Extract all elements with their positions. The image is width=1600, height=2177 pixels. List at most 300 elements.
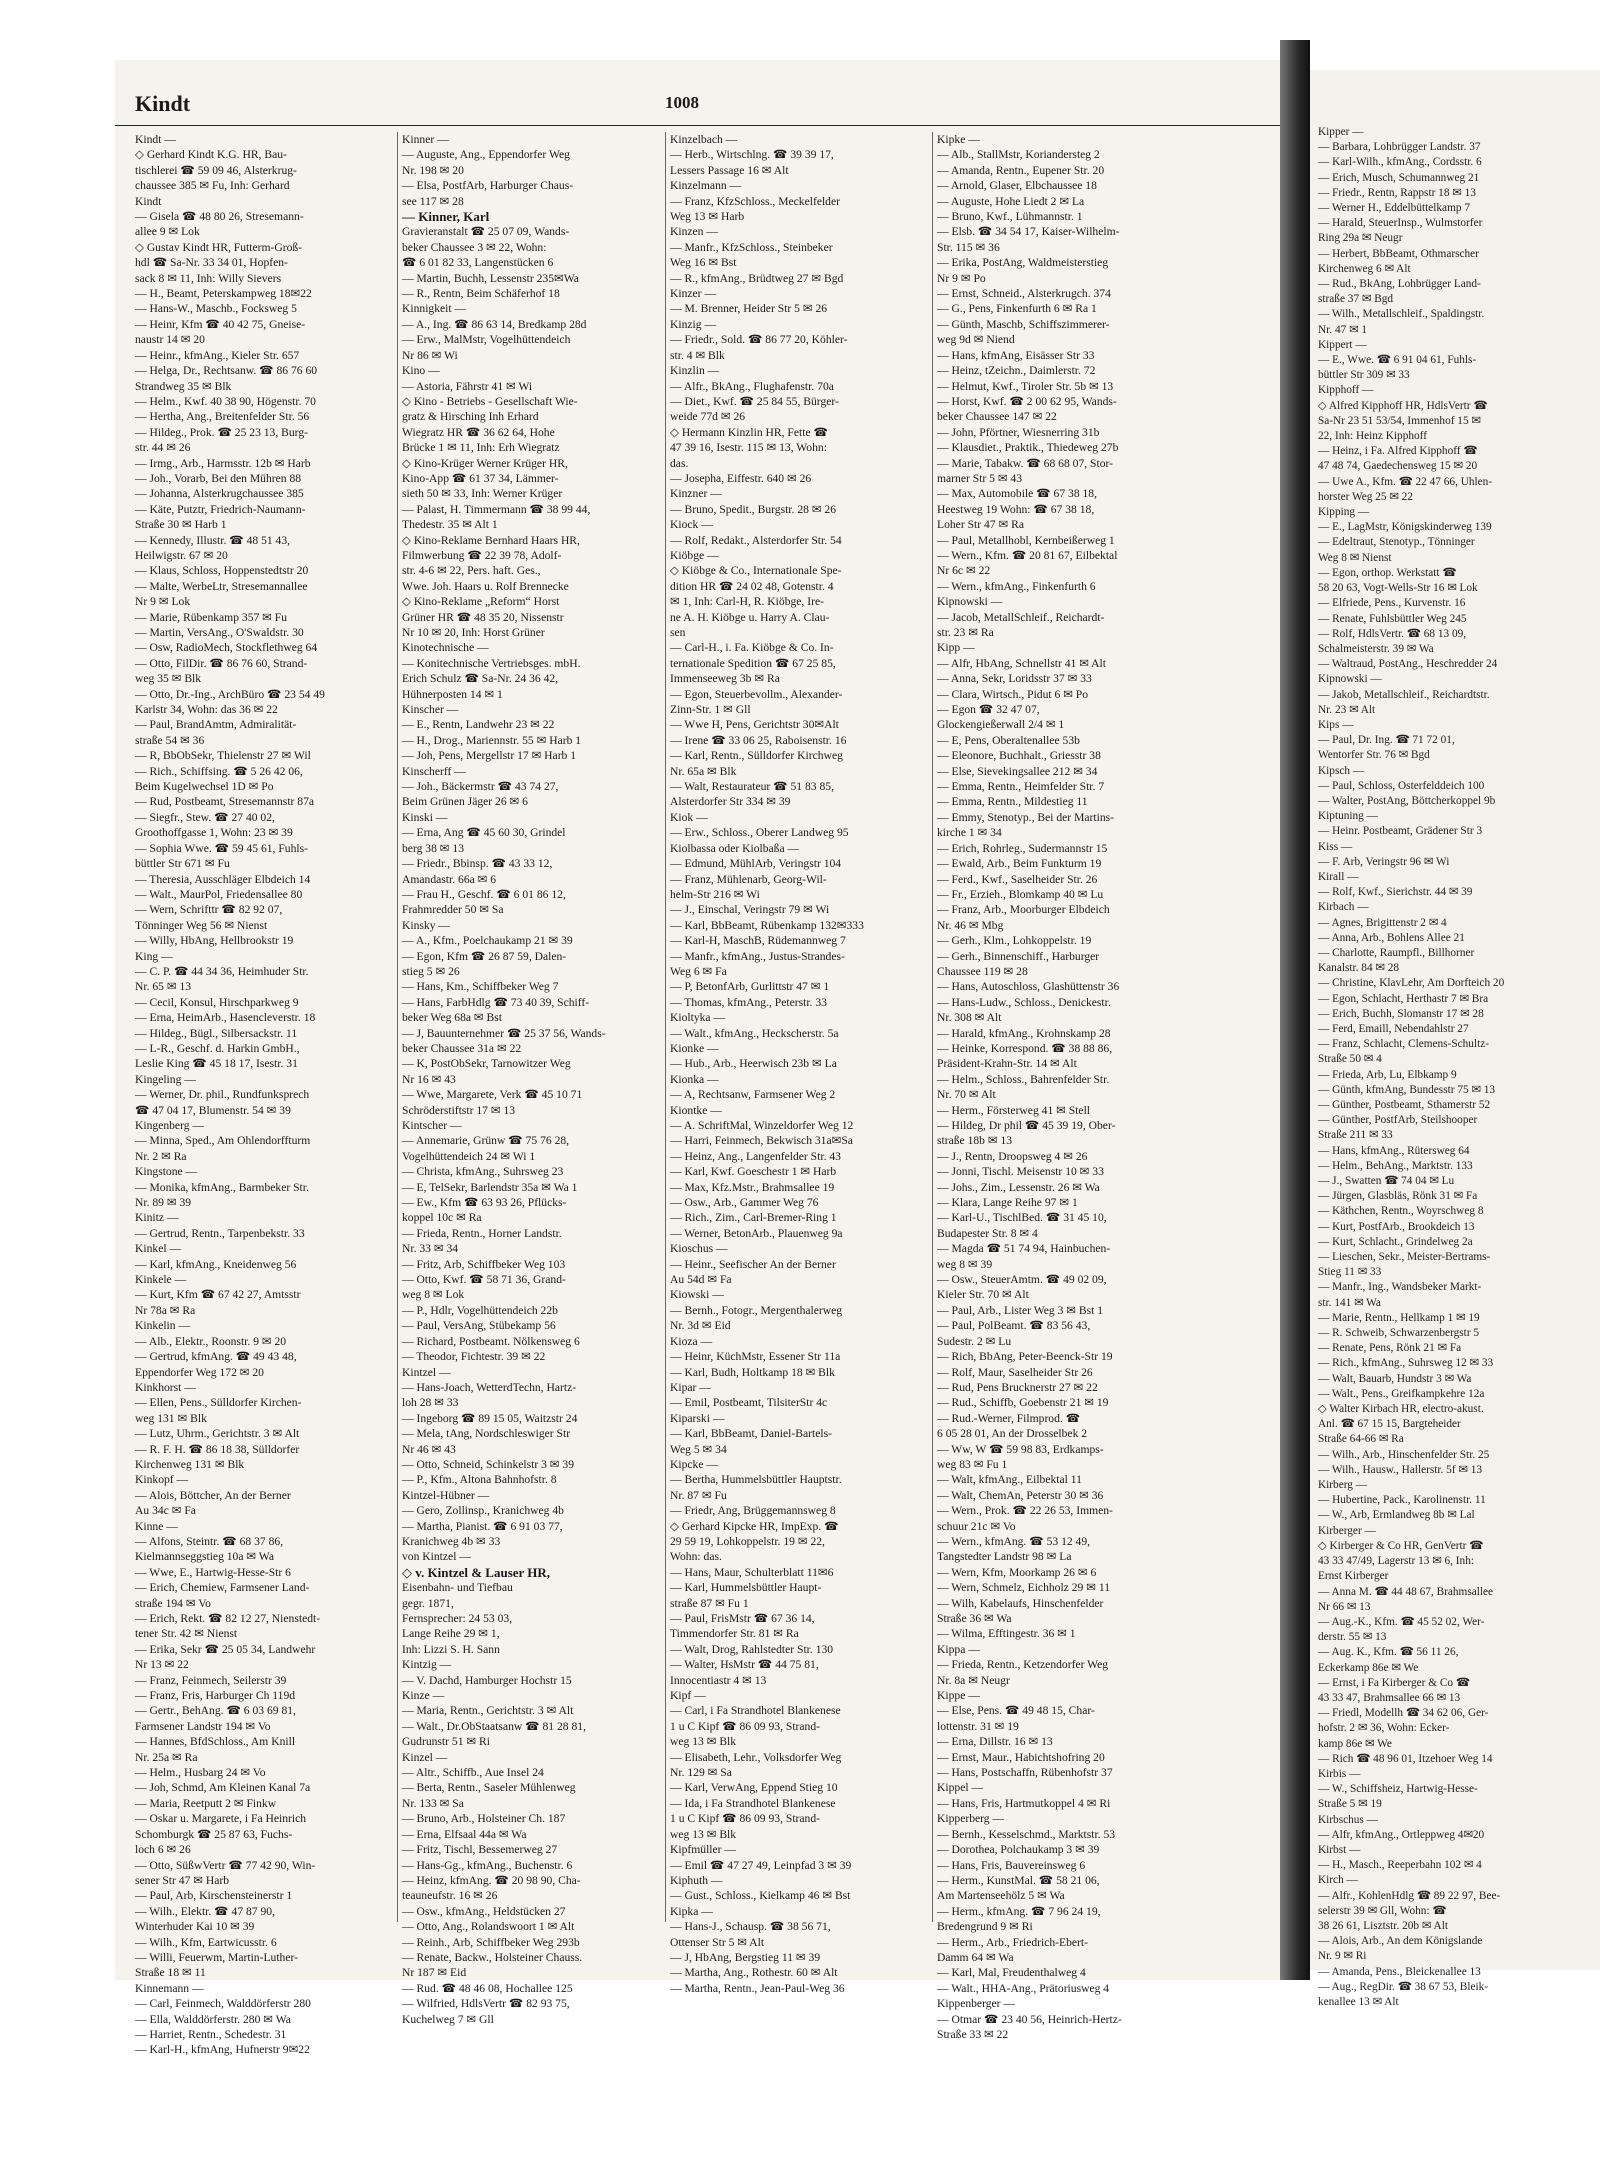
directory-line: Innocentiastr 4 ✉ 13 — [670, 1673, 767, 1687]
directory-line: Nr 86 ✉ Wi — [402, 348, 458, 362]
directory-line: Kinscherff — — [402, 764, 466, 778]
facing-page-line: — Wilh., Metallschleif., Spaldingstr. — [1318, 308, 1485, 321]
directory-line: — Karl-H., kfmAng, Hufnerstr 9✉22 — [135, 2043, 310, 2057]
directory-line: Heestweg 19 Wohn: ☎ 67 38 18, — [937, 502, 1095, 516]
facing-page-line: Kanalstr. 84 ✉ 28 — [1318, 962, 1400, 975]
directory-line: see 117 ✉ 28 — [402, 194, 464, 208]
facing-page-line: ◇ Kirberger & Co HR, GenVertr ☎ — [1318, 1539, 1484, 1552]
directory-line: — Hans-J., Schausp. ☎ 38 56 71, — [670, 1920, 831, 1934]
directory-line: — Walt, kfmAng., Eilbektal 11 — [937, 1473, 1082, 1487]
directory-line: weide 77d ✉ 26 — [670, 410, 746, 424]
facing-page-line: — Rolf, Kwf., Sierichstr. 44 ✉ 39 — [1318, 886, 1473, 899]
directory-line: — Otto, Dr.-Ing., ArchBüro ☎ 23 54 49 — [135, 687, 325, 701]
directory-line: — Sophia Wwe. ☎ 59 45 61, Fuhls- — [135, 841, 308, 855]
directory-line: — Malte, WerbeLtr, Stresemannallee — [135, 579, 308, 593]
facing-page-line: — Harald, SteuerInsp., Wulmstorfer — [1318, 217, 1483, 230]
directory-line: Kindt — [135, 194, 162, 208]
directory-line: Kionke — — [670, 1041, 719, 1055]
directory-line: Kioza — — [670, 1334, 713, 1348]
directory-line: — Ew., Kfm ☎ 63 93 26, Pflücks- — [402, 1196, 567, 1210]
directory-line: Kranichweg 4b ✉ 33 — [402, 1534, 501, 1548]
directory-line: chaussee 385 ✉ Fu, Inh: Gerhard — [135, 179, 290, 193]
directory-line: Nr 9 ✉ Po — [937, 271, 986, 285]
directory-line: 1 u C Kipf ☎ 86 09 93, Strand- — [670, 1812, 821, 1826]
facing-page-line: — Jürgen, Glasbläs, Rönk 31 ✉ Fa — [1318, 1190, 1478, 1203]
directory-line: Kinzel — — [402, 1750, 448, 1764]
directory-line: — Walt., Dr.ObStaatsanw ☎ 81 28 81, — [402, 1719, 586, 1733]
facing-page-line: — Hubertine, Pack., Karolinenstr. 11 — [1318, 1494, 1486, 1507]
directory-line: — Hildeg, Dr phil ☎ 45 39 19, Ober- — [937, 1119, 1116, 1132]
facing-page-line: — Herbert, BbBeamt, Othmarscher — [1318, 247, 1479, 260]
directory-line: — Harald, kfmAng., Krohnskamp 28 — [937, 1026, 1111, 1040]
directory-line: — Alb., Elektr., Roonstr. 9 ✉ 20 — [135, 1334, 287, 1348]
directory-line: — Frieda, Rentn., Horner Landstr. — [402, 1226, 562, 1240]
directory-line: Nr. 25a ✉ Ra — [135, 1750, 198, 1764]
facing-page-line: Kirbschus — — [1318, 1813, 1378, 1826]
directory-line: marner Str 5 ✉ 43 — [937, 471, 1023, 485]
directory-line: — Erich, Chemiew, Farmsener Land- — [135, 1581, 310, 1595]
facing-page-line: — Rich., kfmAng., Suhrsweg 12 ✉ 33 — [1318, 1357, 1494, 1370]
directory-line: Au 34c ✉ Fa — [135, 1504, 196, 1518]
facing-page-line: Stieg 11 ✉ 33 — [1318, 1266, 1382, 1279]
directory-line: Str. 115 ✉ 36 — [937, 240, 1000, 254]
directory-line: — Elsb. ☎ 34 54 17, Kaiser-Wilhelm- — [937, 225, 1120, 239]
directory-line: Kipf — — [670, 1689, 706, 1703]
directory-line: Kinner — — [402, 133, 449, 146]
directory-line: straße 194 ✉ Vo — [135, 1596, 211, 1610]
directory-line: Schomburgk ☎ 25 87 63, Fuchs- — [135, 1827, 293, 1841]
directory-line: Lange Reihe 29 ✉ 1, — [402, 1627, 500, 1641]
directory-line: — Friedr., Sold. ☎ 86 77 20, Köhler- — [670, 333, 848, 347]
directory-line: — Erna, Ang ☎ 45 60 30, Grindel — [402, 826, 566, 840]
directory-line: — Hannes, BfdSchloss., Am Knill — [135, 1735, 296, 1749]
book-gutter — [1280, 40, 1310, 1980]
directory-line: Kinzig — — [670, 317, 717, 331]
directory-line: — Egon ☎ 32 47 07, — [937, 703, 1040, 717]
facing-page-line: — Anna M. ☎ 44 48 67, Brahmsallee — [1318, 1585, 1494, 1598]
facing-page-line: Nr. 47 ✉ 1 — [1318, 323, 1368, 336]
directory-line: — Altr., Schiffb., Aue Insel 24 — [402, 1766, 544, 1780]
directory-line: — Alfr., BkAng., Flughafenstr. 70a — [670, 379, 834, 393]
facing-page-line: Kipnowski — — [1318, 673, 1382, 686]
directory-line: Kinnemann — — [135, 1981, 204, 1995]
directory-line: Farmsener Landstr 194 ✉ Vo — [135, 1719, 271, 1733]
directory-line: helm-Str 216 ✉ Wi — [670, 887, 760, 901]
directory-line: — Magda ☎ 51 74 94, Hainbuchen- — [937, 1242, 1111, 1256]
directory-line: Kippe — — [937, 1689, 980, 1703]
directory-line: teauneufstr. 16 ✉ 26 — [402, 1889, 498, 1903]
directory-line: Nr 13 ✉ 22 — [135, 1658, 189, 1672]
directory-line: Kinze — — [402, 1689, 445, 1703]
facing-page-line: — Kurt, PostfArb., Brookdeich 13 — [1318, 1220, 1475, 1233]
directory-line: Kiowski — — [670, 1288, 724, 1302]
directory-line: — E, Pens, Oberaltenallee 53b — [937, 733, 1080, 747]
directory-line: beker Chaussee 31a ✉ 22 — [402, 1041, 522, 1055]
directory-line: — V. Dachd, Hamburger Hochstr 15 — [402, 1673, 572, 1687]
directory-line: — Franz, Arb., Moorburger Elbdeich — [937, 903, 1110, 917]
facing-page-line: Kirbst — — [1318, 1843, 1361, 1856]
directory-line: Kiphuth — — [670, 1873, 723, 1887]
directory-line: Kinne — — [135, 1519, 178, 1533]
directory-line: — Else, Pens. ☎ 49 48 15, Char- — [937, 1704, 1095, 1718]
directory-line: Nr. 8a ✉ Neugr — [937, 1673, 1010, 1687]
facing-page-line: — Wilh., Arb., Hinschenfelder Str. 25 — [1318, 1448, 1490, 1461]
facing-page-line: — Franz, Schlacht, Clemens-Schultz- — [1318, 1038, 1489, 1051]
directory-line: — Rich., Zim., Carl-Bremer-Ring 1 — [670, 1211, 837, 1225]
directory-line: str. 4 ✉ Blk — [670, 348, 725, 362]
directory-line: — Hans, Km., Schiffbeker Weg 7 — [402, 980, 559, 994]
facing-page-line: — Amanda, Pens., Bleickenallee 13 — [1318, 1965, 1481, 1978]
facing-page-line: — Alfr., KohlenHdlg ☎ 89 22 97, Bee- — [1318, 1889, 1501, 1902]
directory-line: — K, PostObSekr, Tarnowitzer Weg — [402, 1057, 571, 1071]
directory-line: — Wern., Prok. ☎ 22 26 53, Immen- — [937, 1504, 1113, 1518]
directory-line: — Gero, Zollinsp., Kranichweg 4b — [402, 1504, 564, 1518]
directory-line: — Karl, BbBeamt, Rübenkamp 132✉333 — [670, 918, 864, 932]
directory-line: — Herb., Wirtschlng. ☎ 39 39 17, — [670, 148, 834, 162]
directory-line: — Rud., Schiffb, Goebenstr 21 ✉ 19 — [937, 1396, 1109, 1410]
facing-page-line: Straße 5 ✉ 19 — [1318, 1798, 1382, 1811]
facing-page-line: — Alois, Arb., An dem Königslande — [1318, 1935, 1483, 1948]
directory-line: ☎ 6 01 82 33, Langenstücken 6 — [402, 256, 554, 270]
directory-line: — Hub., Arb., Heerwisch 23b ✉ La — [670, 1057, 837, 1071]
facing-page-line: — Friedl, Modellh ☎ 34 62 06, Ger- — [1318, 1707, 1489, 1720]
facing-page-line: — J., Swatten ☎ 74 04 ✉ Lu — [1318, 1175, 1455, 1188]
directory-line: — Wern, Schmelz, Eichholz 29 ✉ 11 — [937, 1581, 1110, 1595]
directory-line: Vogelhüttendeich 24 ✉ Wi 1 — [402, 1149, 536, 1163]
directory-line: — Herm., Försterweg 41 ✉ Stell — [937, 1103, 1091, 1117]
directory-line: Kino-App ☎ 61 37 34, Lämmer- — [402, 471, 559, 485]
directory-line: — Gertrud, kfmAng. ☎ 49 43 48, — [135, 1350, 297, 1364]
directory-line: Nr. 46 ✉ Mbg — [937, 918, 1004, 932]
facing-page-line: Kipphoff — — [1318, 384, 1374, 397]
directory-line: — Wwe H, Pens, Gerichtstr 30✉Alt — [670, 718, 839, 732]
directory-line: — Gerh., Binnenschiff., Harburger — [937, 949, 1100, 963]
directory-line: — Ida, i Fa Strandhotel Blankenese — [670, 1796, 836, 1810]
directory-line: Kieler Str. 70 ✉ Alt — [937, 1288, 1029, 1302]
directory-line: — Maria, Reetputt 2 ✉ Finkw — [135, 1796, 277, 1810]
directory-line: ne A. H. Kiöbge u. Harry A. Clau- — [670, 610, 830, 624]
directory-line: — J, Bauunternehmer ☎ 25 37 56, Wands- — [402, 1026, 606, 1040]
directory-line: straße 18b ✉ 13 — [937, 1134, 1013, 1148]
directory-line: — Maria, Rentn., Gerichtstr. 3 ✉ Alt — [402, 1704, 574, 1718]
directory-line: — Kurt, Kfm ☎ 67 42 27, Amtsstr — [135, 1288, 301, 1302]
facing-page-line: — Charlotte, Raumpfl., Billhorner — [1318, 946, 1475, 959]
directory-line: Weg 13 ✉ Harb — [670, 210, 745, 224]
directory-line: — Hans-Gg., kfmAng., Buchenstr. 6 — [402, 1858, 573, 1872]
directory-line: — Werner, Dr. phil., Rundfunksprech — [135, 1088, 310, 1102]
directory-line: — Rich, BbAng, Peter-Beenck-Str 19 — [937, 1350, 1113, 1364]
directory-line: — Friedr., Bbinsp. ☎ 43 33 12, — [402, 857, 553, 871]
directory-line: — E, TelSekr, Barlendstr 35a ✉ Wa 1 — [402, 1180, 578, 1194]
directory-line: tener Str. 42 ✉ Nienst — [135, 1627, 238, 1641]
directory-line: — Richard, Postbeamt. Nölkensweg 6 — [402, 1334, 580, 1348]
facing-page-line: — Marie, Rentn., Hellkamp 1 ✉ 19 — [1318, 1311, 1480, 1324]
facing-page-line: Kips — — [1318, 718, 1354, 731]
directory-line: — Helga, Dr., Rechtsanw. ☎ 86 76 60 — [135, 364, 318, 378]
directory-line: — Hans, Maur, Schulterblatt 11✉6 — [670, 1565, 834, 1579]
facing-page-line: 38 26 61, Lisztstr. 20b ✉ Alt — [1318, 1919, 1448, 1932]
directory-line: — Emma, Rentn., Heimfelder Str. 7 — [937, 780, 1105, 794]
directory-line: Grüner HR ☎ 48 35 20, Nissenstr — [402, 610, 564, 624]
directory-line: ◇ Kiöbge & Co., Internationale Spe- — [670, 564, 842, 578]
directory-line: — Heinz, Ang., Langenfelder Str. 43 — [670, 1149, 841, 1163]
directory-line: Kiparski — — [670, 1411, 725, 1425]
directory-line: — Karl-U., TischlBed. ☎ 31 45 10, — [937, 1211, 1107, 1225]
directory-column-1 — [135, 132, 393, 2057]
directory-line: — Erna, Elfsaal 44a ✉ Wa — [402, 1827, 527, 1841]
directory-line: — Alois, Böttcher, An der Berner — [135, 1488, 291, 1502]
directory-line: — P., Kfm., Altona Bahnhofstr. 8 — [402, 1473, 557, 1487]
directory-line: Kiock — — [670, 518, 713, 532]
facing-page-line: — F. Arb, Veringstr 96 ✉ Wi — [1318, 855, 1450, 868]
directory-line: Nr. 70 ✉ Alt — [937, 1088, 996, 1102]
directory-line: ◇ Kino-Reklame Bernhard Haars HR, — [402, 533, 580, 547]
facing-page-line: Kipsch — — [1318, 764, 1365, 777]
directory-line: — Bruno, Arb., Holsteiner Ch. 187 — [402, 1812, 566, 1826]
facing-page-line: Kirall — — [1318, 870, 1359, 883]
directory-line: Timmendorfer Str. 81 ✉ Ra — [670, 1627, 799, 1641]
directory-line: — Alfons, Steintr. ☎ 68 37 86, — [135, 1534, 284, 1548]
facing-page-line: ◇ Walter Kirbach HR, electro-akust. — [1318, 1403, 1484, 1416]
directory-line: — Martha, Ang., Rothestr. 60 ✉ Alt — [670, 1966, 838, 1980]
directory-line: — A, Rechtsanw, Farmsener Weg 2 — [670, 1088, 836, 1102]
directory-line: — Ernst, Maur., Habichtshofring 20 — [937, 1750, 1105, 1764]
directory-line: — Bernh., Fotogr., Mergenthalerweg — [670, 1303, 843, 1317]
facing-page-line: — Frieda, Arb, Lu, Elbkamp 9 — [1318, 1068, 1457, 1081]
directory-line: — Anna, Sekr, Loridsstr 37 ✉ 33 — [937, 672, 1092, 686]
directory-line: — Marie, Rübenkamp 357 ✉ Fu — [135, 610, 288, 624]
directory-line: 1 u C Kipf ☎ 86 09 93, Strand- — [670, 1719, 821, 1733]
directory-line: — Marie, Tabakw. ☎ 68 68 07, Stor- — [937, 456, 1114, 470]
directory-line: — Elsa, PostfArb, Harburger Chaus- — [402, 179, 574, 193]
directory-line: — Osw., Arb., Gammer Weg 76 — [670, 1196, 819, 1210]
facing-page-line: — Alfr, kfmAng., Ortleppweg 4✉20 — [1318, 1828, 1485, 1841]
facing-page-line: kenallee 13 ✉ Alt — [1318, 1995, 1399, 2008]
directory-line: — Frau H., Geschf. ☎ 6 01 86 12, — [402, 887, 566, 901]
directory-line: weg 35 ✉ Blk — [135, 672, 202, 686]
directory-line: — Carl, Feinmech, Walddörferstr 280 — [135, 1997, 311, 2011]
directory-line: — Ferd., Kwf., Saselheider Str. 26 — [937, 872, 1098, 886]
facing-page-line: Anl. ☎ 67 15 15, Bargteheider — [1318, 1418, 1461, 1431]
directory-line: — Josepha, Eiffestr. 640 ✉ 26 — [670, 471, 812, 485]
directory-line: — Klausdiet., Praktik., Thiedeweg 27b — [937, 441, 1119, 455]
directory-line: — P, BetonfArb, Gurlittstr 47 ✉ 1 — [670, 980, 830, 994]
directory-line: — Otto, Schneid, Schinkelstr 3 ✉ 39 — [402, 1457, 575, 1471]
facing-page-line: 43 33 47/49, Lagerstr 13 ✉ 6, Inh: — [1318, 1555, 1474, 1568]
directory-line: sen — [670, 626, 686, 639]
directory-line: — Cecil, Konsul, Hirschparkweg 9 — [135, 995, 299, 1009]
directory-line: Nr. 133 ✉ Sa — [402, 1796, 464, 1810]
directory-line: — Ww, W ☎ 59 98 83, Erdkamps- — [937, 1442, 1104, 1456]
directory-line: — Kinner, Karl — [402, 209, 490, 225]
facing-page-line: — Karl-Wilh., kfmAng., Cordsstr. 6 — [1318, 156, 1482, 169]
directory-line: — Emma, Rentn., Mildestieg 11 — [937, 795, 1088, 809]
directory-line: — Hans, kfmAng, Eisässer Str 33 — [937, 348, 1095, 362]
directory-line: — Astoria, Fährstr 41 ✉ Wi — [402, 379, 533, 393]
directory-line: Hühnerposten 14 ✉ 1 — [402, 687, 503, 701]
directory-line: — Gisela ☎ 48 80 26, Stresemann- — [135, 210, 304, 224]
directory-line: — Otto, Kwf. ☎ 58 71 36, Grand- — [402, 1273, 566, 1287]
facing-page-line: — Günther, Postbeamt, Sthamerstr 52 — [1318, 1099, 1491, 1111]
facing-page-line: — Kurt, Schlacht., Grindelweg 2a — [1318, 1235, 1473, 1248]
directory-line: — Lutz, Uhrm., Gerichtstr. 3 ✉ Alt — [135, 1427, 300, 1441]
directory-line: weg 13 ✉ Blk — [670, 1735, 737, 1749]
directory-line: Nr. 308 ✉ Alt — [937, 1011, 1002, 1025]
page-header — [115, 85, 1280, 126]
directory-line: — Willi, Feuerwm, Martin-Luther- — [135, 1950, 298, 1964]
directory-line: — Wern, Kfm, Moorkamp 26 ✉ 6 — [937, 1565, 1097, 1579]
facing-page-line: Nr. 23 ✉ Alt — [1318, 703, 1376, 716]
directory-line: Kinnigkeit — — [402, 302, 467, 316]
directory-line: — Heinz, kfmAng. ☎ 20 98 90, Cha- — [402, 1873, 581, 1887]
directory-line: beker Weg 68a ✉ Bst — [402, 1011, 503, 1025]
facing-page-line: Kirbach — — [1318, 901, 1369, 914]
facing-page-line: 22, Inh: Heinz Kipphoff — [1318, 430, 1427, 443]
directory-line: — Otto, Ang., Rolandswoort 1 ✉ Alt — [402, 1920, 575, 1934]
directory-line: Kinzner — — [670, 487, 722, 501]
directory-line: — Franz, Mühlenarb, Georg-Wil- — [670, 872, 827, 886]
directory-line: Kinkopf — — [135, 1473, 189, 1487]
directory-line: — Minna, Sped., Am Ohlendorffturm — [135, 1134, 311, 1148]
directory-line: Kinsky — — [402, 918, 450, 932]
facing-page-line: — Helm., BehAng., Marktstr. 133 — [1318, 1159, 1473, 1172]
directory-line: — Johs., Zim., Lessenstr. 26 ✉ Wa — [937, 1180, 1100, 1194]
directory-line: loch 6 ✉ 26 — [135, 1843, 191, 1857]
directory-line: Glockengießerwall 2/4 ✉ 1 — [937, 718, 1065, 732]
directory-line: Kipar — — [670, 1380, 711, 1394]
directory-line: — Herm., KunstMal. ☎ 58 21 06, — [937, 1873, 1100, 1887]
directory-line: lottenstr. 31 ✉ 19 — [937, 1719, 1019, 1733]
directory-line: — Renate, Backw., Holsteiner Chauss. — [402, 1950, 583, 1964]
directory-line: Fernsprecher: 24 53 03, — [402, 1612, 513, 1625]
directory-line: — Klaus, Schloss, Hoppenstedtstr 20 — [135, 564, 309, 578]
directory-line: Kippel — — [937, 1781, 984, 1795]
directory-line: Straße 30 ✉ Harb 1 — [135, 518, 227, 532]
directory-line: Kippenberger — — [937, 1997, 1016, 2011]
directory-line: hdl ☎ Sa-Nr. 33 34 01, Hopfen- — [135, 256, 288, 270]
directory-line: — Joh., Bäckermstr ☎ 43 74 27, — [402, 780, 559, 794]
directory-line: — Joh., Vorarb, Bei den Mühren 88 — [135, 471, 302, 485]
directory-line: — Harriet, Rentn., Schedestr. 31 — [135, 2027, 287, 2041]
facing-page-line: Straße 50 ✉ 4 — [1318, 1053, 1382, 1066]
directory-line: ✉ 1, Inh: Carl-H, R. Kiöbge, Ire- — [670, 595, 824, 609]
facing-page-line: Nr 66 ✉ 13 — [1318, 1600, 1371, 1613]
directory-line: Nr. 129 ✉ Sa — [670, 1766, 732, 1780]
directory-line: — Hans, Fris, Bauvereinsweg 6 — [937, 1858, 1086, 1872]
directory-line: — Karl-H, MaschB, Rüdemannweg 7 — [670, 934, 846, 948]
directory-line: — Alb., StallMstr, Koriandersteg 2 — [937, 148, 1100, 162]
directory-line: — Johanna, Alsterkrugchaussee 385 — [135, 487, 304, 501]
directory-line: Beim Kugelwechsel 1D ✉ Po — [135, 780, 274, 794]
directory-line: — C. P. ☎ 44 34 36, Heimhuder Str. — [135, 964, 309, 978]
facing-page-line: — E., Wwe. ☎ 6 91 04 61, Fuhls- — [1318, 354, 1477, 367]
directory-line: — Erika, Sekr ☎ 25 05 34, Landwehr — [135, 1642, 316, 1656]
directory-line: — Theodor, Fichtestr. 39 ✉ 22 — [402, 1350, 546, 1364]
directory-line: weg 9d ✉ Niend — [937, 333, 1015, 347]
directory-line: Kinzelbach — — [670, 133, 738, 146]
directory-line: kirche 1 ✉ 34 — [937, 826, 1002, 840]
directory-line: — Walt, Restaurateur ☎ 51 83 85, — [670, 780, 834, 794]
directory-line: Sudestr. 2 ✉ Lu — [937, 1334, 1012, 1348]
directory-line: — Bertha, Hummelsbüttler Hauptstr. — [670, 1473, 842, 1487]
directory-line: — M. Brenner, Heider Str 5 ✉ 26 — [670, 302, 828, 316]
directory-line: — Hans, Postschaffn, Rübenhofstr 37 — [937, 1766, 1113, 1780]
directory-line: — Erw., MalMstr, Vogelhüttendeich — [402, 333, 571, 347]
facing-page-line: — Egon, Schlacht, Herthastr 7 ✉ Bra — [1318, 992, 1489, 1005]
directory-line: — Irmg., Arb., Harmsstr. 12b ✉ Harb — [135, 456, 311, 470]
facing-page-line: Schalmeisterstr. 39 ✉ Wa — [1318, 642, 1434, 655]
directory-line: — Günth, Maschb, Schiffszimmerer- — [937, 317, 1110, 331]
directory-line: Bredengrund 9 ✉ Ri — [937, 1920, 1033, 1934]
directory-line: str. 44 ✉ 26 — [135, 441, 191, 455]
column-divider — [932, 132, 933, 1922]
facing-page-line: — Jakob, Metallschleif., Reichardtstr. — [1318, 688, 1490, 701]
directory-line: — Otto, SüßwVertr ☎ 77 42 90, Win- — [135, 1858, 316, 1872]
directory-line: Kinkelin — — [135, 1319, 191, 1333]
directory-page — [115, 60, 1280, 2057]
directory-line: Strandweg 35 ✉ Blk — [135, 379, 232, 393]
facing-page-line: — Walter, PostAng, Böttcherkoppel 9b — [1318, 794, 1496, 807]
directory-line: Tönninger Weg 56 ✉ Nienst — [135, 918, 268, 932]
directory-line: Eppendorfer Weg 172 ✉ 20 — [135, 1365, 264, 1379]
directory-line: — Otto, FilDir. ☎ 86 76 60, Strand- — [135, 656, 308, 670]
directory-line: — Rud, Postbeamt, Stresemannstr 87a — [135, 795, 315, 809]
directory-line: Erich Schulz ☎ Sa-Nr. 24 36 42, — [402, 672, 559, 686]
facing-page-line: Kippert — — [1318, 338, 1367, 351]
directory-line: Weg 16 ✉ Bst — [670, 256, 737, 270]
directory-line: — R. F. H. ☎ 86 18 38, Sülldorfer — [135, 1442, 300, 1456]
directory-line: — Heinr., kfmAng., Kieler Str. 657 — [135, 348, 300, 362]
directory-line: — Diet., Kwf. ☎ 25 84 55, Bürger- — [670, 394, 839, 408]
directory-line: 6 05 28 01, An der Drosselbek 2 — [937, 1427, 1088, 1441]
directory-line: King — — [135, 949, 173, 963]
facing-page-line: Nr. 9 ✉ Ri — [1318, 1950, 1367, 1963]
directory-line: — Hildeg., Bügl., Silbersackstr. 11 — [135, 1026, 298, 1040]
facing-page-line: — Renate, Fuhlsbüttler Weg 245 — [1318, 612, 1467, 625]
directory-line: — Frieda, Rentn., Ketzendorfer Weg — [937, 1658, 1109, 1672]
directory-line: — Amanda, Rentn., Eupener Str. 20 — [937, 163, 1105, 177]
directory-line: stieg 5 ✉ 26 — [402, 964, 460, 978]
directory-line: Winterhuder Kai 10 ✉ 39 — [135, 1920, 255, 1934]
facing-page-line: Kipper — — [1318, 126, 1364, 138]
directory-line: — Walt., HHA-Ang., Prätoriusweg 4 — [937, 1981, 1110, 1995]
directory-line: — A. SchriftMal, Winzeldorfer Weg 12 — [670, 1119, 854, 1132]
directory-line: Kippa — — [937, 1642, 980, 1656]
directory-line: Chaussee 119 ✉ 28 — [937, 964, 1028, 978]
facing-page-line: — Christine, KlavLehr, Am Dorfteich 20 — [1318, 977, 1505, 990]
directory-line: ◇ Kino-Krüger Werner Krüger HR, — [402, 456, 568, 470]
directory-line: Nr 6c ✉ 22 — [937, 564, 991, 578]
directory-line: Kingstone — — [135, 1165, 198, 1179]
directory-line: — Palast, H. Timmermann ☎ 38 99 44, — [402, 502, 591, 516]
directory-line: Beim Grünen Jäger 26 ✉ 6 — [402, 795, 528, 809]
directory-line: — Otmar ☎ 23 40 56, Heinrich-Hertz- — [937, 2012, 1122, 2026]
directory-line: — Ewald, Arb., Beim Funkturm 19 — [937, 857, 1102, 871]
directory-line: Weg 5 ✉ 34 — [670, 1442, 727, 1456]
directory-line: — Arnold, Glaser, Elbchaussee 18 — [937, 179, 1097, 193]
directory-line: Kinzer — — [670, 287, 717, 301]
facing-page-line: — Walt., Pens., Greifkampkehre 12a — [1318, 1387, 1485, 1400]
directory-line: — Martin, VersAng., O'Swaldstr. 30 — [135, 626, 304, 639]
directory-line: Karlstr 34, Wohn: das 36 ✉ 22 — [135, 703, 278, 717]
directory-line: — Karl, Mal, Freudenthalweg 4 — [937, 1966, 1086, 1980]
directory-line: — Else, Sievekingsallee 212 ✉ 34 — [937, 764, 1098, 778]
directory-line: — Wern., kfmAng. ☎ 53 12 49, — [937, 1534, 1091, 1548]
directory-column-2 — [402, 132, 660, 2026]
directory-line: — Karl, Kwf. Goeschestr 1 ✉ Harb — [670, 1165, 837, 1179]
directory-line: — Karl, Budh, Holtkamp 18 ✉ Blk — [670, 1365, 835, 1379]
directory-line: Kindt — — [135, 133, 176, 146]
